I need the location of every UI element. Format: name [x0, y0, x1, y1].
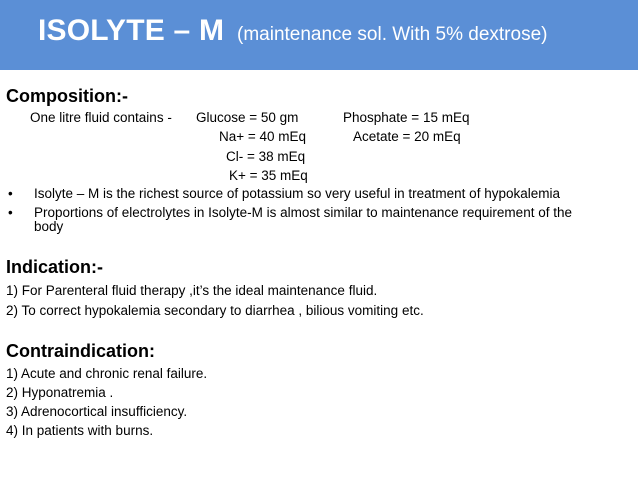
slide-subtitle: (maintenance sol. With 5% dextrose) [237, 24, 548, 45]
bullet-text-continuation: body [34, 219, 64, 234]
composition-intro: One litre fluid contains - [30, 110, 172, 125]
contraindication-item: 3) Adrenocortical insufficiency. [6, 404, 188, 419]
title-bar [0, 0, 638, 70]
bullet-text-potassium-source: Isolyte – M is the richest source of potassium so very useful in treatment of hypokalemia [34, 186, 560, 201]
indication-item: 2) To correct hypokalemia secondary to diarrhea , bilious vomiting etc. [6, 303, 424, 318]
glucose-value: Glucose = 50 gm [196, 110, 299, 125]
indication-item: 1) For Parenteral fluid therapy ,it’s the ideal maintenance fluid. [6, 283, 378, 298]
contraindication-item: 4) In patients with burns. [6, 423, 154, 438]
bullet-marker: • [8, 186, 13, 201]
phosphate-value: Phosphate = 15 mEq [343, 110, 470, 125]
acetate-value: Acetate = 20 mEq [353, 129, 461, 144]
sodium-value: Na+ = 40 mEq [219, 129, 307, 144]
composition-heading: Composition:- [6, 86, 128, 106]
bullet-marker: • [8, 205, 13, 220]
contraindication-item: 2) Hyponatremia . [6, 385, 114, 400]
contraindication-item: 1) Acute and chronic renal failure. [6, 366, 208, 381]
bullet-text-electrolyte-proportions: Proportions of electrolytes in Isolyte-M is almost similar to maintenance requirement of the [34, 205, 572, 220]
chloride-value: Cl- = 38 mEq [226, 149, 306, 164]
contraindication-heading: Contraindication: [6, 341, 155, 361]
indication-heading: Indication:- [6, 257, 103, 277]
potassium-value: K+ = 35 mEq [229, 168, 308, 183]
slide-title: ISOLYTE – M [38, 14, 225, 47]
